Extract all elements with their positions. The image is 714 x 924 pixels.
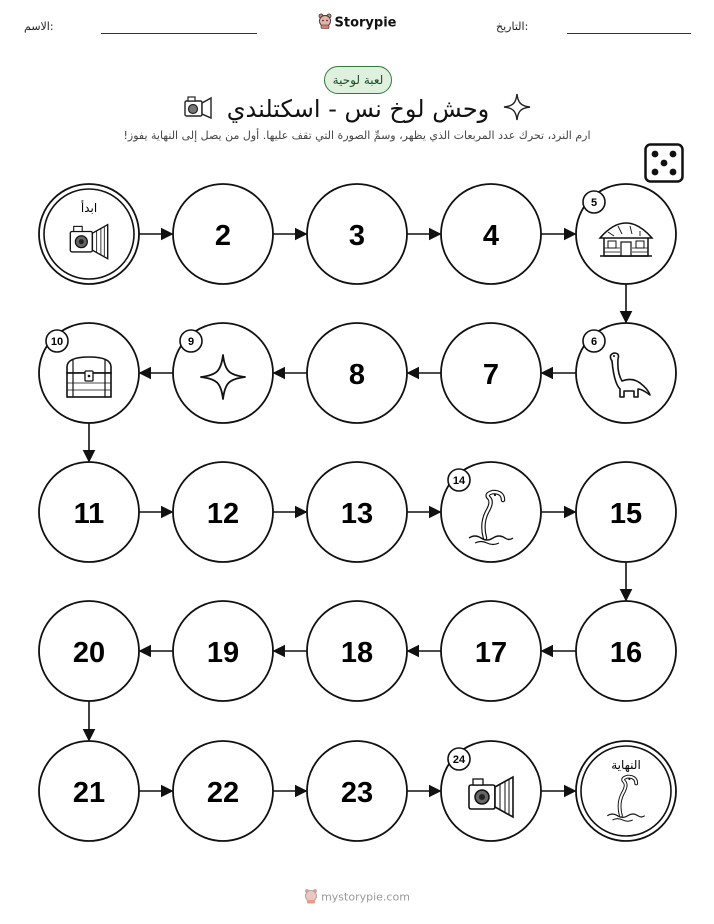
cell-number: 17 xyxy=(474,637,508,669)
instructions: ارم النرد، تحرك عدد المربعات الذي يظهر، وسمِّ الصورة التي تقف عليها. أول من يصل إلى النهاية يفوز! xyxy=(123,129,591,142)
board-cell-17[interactable] xyxy=(441,601,541,701)
board-cell-14[interactable] xyxy=(441,462,541,562)
board-cell-6[interactable] xyxy=(576,323,676,423)
date-label: التاريخ: xyxy=(496,20,529,33)
cell-number: 14 xyxy=(452,475,466,487)
board-cell-9[interactable] xyxy=(173,323,273,423)
board-cell-10[interactable] xyxy=(39,323,139,423)
cell-number: 21 xyxy=(72,777,106,809)
footer-url[interactable]: mystorypie.com xyxy=(321,890,410,904)
board-cells xyxy=(39,184,676,841)
board-cell-5[interactable] xyxy=(576,184,676,284)
footer xyxy=(0,888,714,907)
board-cell-19[interactable] xyxy=(173,601,273,701)
cell-number: 7 xyxy=(482,359,500,391)
board-cell-18[interactable] xyxy=(307,601,407,701)
board-cell-16[interactable] xyxy=(576,601,676,701)
cell-number: 12 xyxy=(206,498,240,530)
cell-number: 5 xyxy=(590,197,598,209)
cell-number: 10 xyxy=(50,336,64,348)
board-cell-11[interactable] xyxy=(39,462,139,562)
cell-number: 19 xyxy=(206,637,240,669)
board-cell-22[interactable] xyxy=(173,741,273,841)
board-cell-3[interactable] xyxy=(307,184,407,284)
treasure-chest-icon xyxy=(67,357,111,397)
board-cell-8[interactable] xyxy=(307,323,407,423)
cell-number: 20 xyxy=(72,637,106,669)
cell-number: 3 xyxy=(348,220,366,252)
cell-number: 16 xyxy=(609,637,643,669)
cell-number: 22 xyxy=(206,777,240,809)
board-cell-21[interactable] xyxy=(39,741,139,841)
cell-number: 15 xyxy=(609,498,643,530)
cell-number: 13 xyxy=(340,498,374,530)
cell-number: 9 xyxy=(187,336,195,348)
board-cell-15[interactable] xyxy=(576,462,676,562)
cell-number: 11 xyxy=(73,498,105,530)
cell-number: 6 xyxy=(590,336,598,348)
board-cell-20[interactable] xyxy=(39,601,139,701)
board-cell-12[interactable] xyxy=(173,462,273,562)
board-cell-24[interactable] xyxy=(441,741,541,841)
cell-number: 18 xyxy=(340,637,374,669)
title-text: وحش لوخ نس - اسكتلندي xyxy=(226,95,490,123)
cell-number: 23 xyxy=(340,777,374,809)
cell-label: النهاية xyxy=(611,758,641,772)
footer-logo-icon xyxy=(304,888,318,907)
cell-label: ابدأ xyxy=(80,201,98,215)
board-cell-4[interactable] xyxy=(441,184,541,284)
board-cell-2[interactable] xyxy=(173,184,273,284)
brand-name: Storypie xyxy=(334,15,397,31)
category-tag: لعبة لوحية xyxy=(324,66,392,94)
cell-number: 2 xyxy=(214,220,232,252)
board-cell-7[interactable] xyxy=(441,323,541,423)
cell-number: 4 xyxy=(482,220,500,252)
board-cell-1[interactable] xyxy=(39,184,139,284)
cell-number: 24 xyxy=(452,754,466,766)
board-cell-13[interactable] xyxy=(307,462,407,562)
name-label: الاسم: xyxy=(24,20,54,33)
cell-number: 8 xyxy=(348,359,366,391)
board-cell-23[interactable] xyxy=(307,741,407,841)
board-cell-25[interactable] xyxy=(576,741,676,841)
